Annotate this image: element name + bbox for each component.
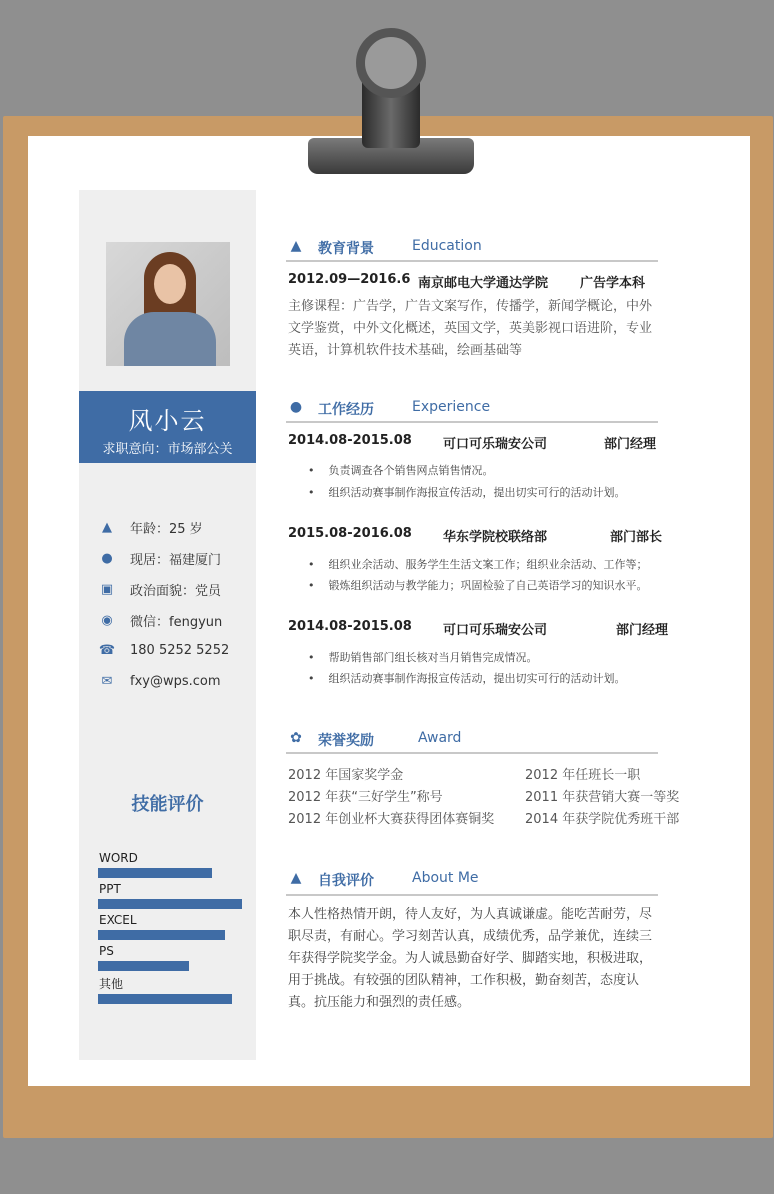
clip-ring <box>356 28 426 98</box>
info-location <box>99 549 221 568</box>
name-box <box>79 391 256 463</box>
info-phone <box>99 642 229 658</box>
job3-bullet-1: • 帮助销售部门组长核对当月销售完成情况。 <box>308 651 538 664</box>
job2-bullet-1-text: 组织业余活动、服务学生生活文案工作；组织业余活动、工作等； <box>328 558 648 571</box>
info-phone-text: 180 5252 5252 <box>130 642 230 658</box>
mail-icon: ✉ <box>101 673 113 689</box>
job2-bullet-2: • 锻炼组织活动与教学能力；巩固检验了自己英语学习的知识水平。 <box>308 579 648 592</box>
about-title-cn: 自我评价 <box>318 873 374 889</box>
info-email <box>99 673 221 689</box>
experience-divider <box>286 421 658 423</box>
mouse-icon: ● <box>289 399 303 415</box>
job3-period: 2014.08-2015.08 <box>288 619 412 634</box>
skill-label-ps: PS <box>99 944 114 958</box>
job1-role: 部门经理 <box>604 437 657 452</box>
skill-bar-excel <box>98 930 225 940</box>
info-email-text: fxy@wps.com <box>130 673 221 689</box>
skill-label-ppt: PPT <box>99 882 121 896</box>
info-politics <box>99 580 221 599</box>
info-politics-text: 政治面貌：党员 <box>130 584 222 599</box>
job3-role: 部门经理 <box>616 623 669 638</box>
education-school: 南京邮电大学通达学院 <box>418 276 549 291</box>
wechat-icon: ◉ <box>101 613 113 628</box>
job1-period: 2014.08-2015.08 <box>288 433 412 448</box>
skill-bar-ppt <box>98 899 242 909</box>
info-location-text: 现居：福建厦门 <box>130 553 222 568</box>
award-divider <box>286 752 658 754</box>
skills-title: 技能评价 <box>131 794 204 815</box>
job1-company: 可口可乐瑞安公司 <box>443 437 548 452</box>
award-right-2: 2011 年获营销大赛一等奖 <box>525 790 680 805</box>
award-left-2: 2012 年获“三好学生”称号 <box>288 790 443 805</box>
skill-bar-ps <box>98 961 189 971</box>
about-title-en: About Me <box>412 870 479 886</box>
info-age <box>99 518 203 537</box>
education-degree: 广告学本科 <box>580 276 646 291</box>
experience-title-cn: 工作经历 <box>318 402 374 418</box>
award-right-3: 2014 年获学院优秀班干部 <box>525 812 680 827</box>
job2-role: 部门部长 <box>610 530 663 545</box>
person-icon: ▲ <box>102 520 112 535</box>
skill-bar-word <box>98 868 212 878</box>
phone-icon: ☎ <box>98 642 116 658</box>
award-left-3: 2012 年创业杯大赛获得团体赛铜奖 <box>288 812 495 827</box>
education-title-en: Education <box>412 238 482 254</box>
job1-bullet-1-text: 负责调查各个销售网点销售情况。 <box>328 464 494 477</box>
job2-bullet-1: • 组织业余活动、服务学生生活文案工作；组织业余活动、工作等； <box>308 558 648 571</box>
award-right-1: 2012 年任班长一职 <box>525 768 641 783</box>
job2-period: 2015.08-2016.08 <box>288 526 412 541</box>
job3-bullet-1-text: 帮助销售部门组长核对当月销售完成情况。 <box>328 651 538 664</box>
job1-bullet-2: • 组织活动赛事制作海报宣传活动，提出切实可行的活动计划。 <box>308 486 626 499</box>
job3-company: 可口可乐瑞安公司 <box>443 623 548 638</box>
award-title-cn: 荣誉奖励 <box>318 733 374 749</box>
education-courses: 主修课程：广告学，广告文案写作，传播学，新闻学概论，中外文学鉴赏，中外文化概述，英国文学，英美影视口语进阶，专业英语，计算机软件技术基础，绘画基础等 <box>288 299 653 358</box>
leaf-icon: ✿ <box>290 730 302 746</box>
person-icon: ▲ <box>290 870 302 886</box>
experience-title-en: Experience <box>412 399 491 415</box>
info-wechat <box>99 611 222 630</box>
skill-label-other: 其他 <box>99 977 124 991</box>
education-title-cn: 教育背景 <box>318 241 374 257</box>
job3-bullet-2-text: 组织活动赛事制作海报宣传活动，提出切实可行的活动计划。 <box>328 672 626 685</box>
info-wechat-text: 微信：fengyun <box>130 615 223 630</box>
location-pin-icon: ● <box>101 551 113 566</box>
info-age-text: 年龄：25 岁 <box>130 522 203 537</box>
award-title-en: Award <box>418 730 462 746</box>
job-target: 求职意向：市场部公关 <box>102 442 233 457</box>
job2-bullet-2-text: 锻炼组织活动与教学能力；巩固检验了自己英语学习的知识水平。 <box>328 579 648 592</box>
skill-label-word: WORD <box>99 851 138 865</box>
about-text: 本人性格热情开朗，待人友好，为人真诚谦虚。能吃苦耐劳，尽职尽责，有耐心。学习刻苦认真，成绩优秀，品学兼优，连续三年获得学院奖学金。为人诚恳勤奋好学、脚踏实地，积极进取，用于挑战。有较强的团队精神，工作积极，勤奋刻苦，态度认真。抗压能力和强烈的责任感。 <box>288 907 653 1010</box>
document-icon: ▣ <box>100 582 114 597</box>
education-period: 2012.09—2016.6 <box>288 272 411 287</box>
skill-bar-other <box>98 994 232 1004</box>
job3-bullet-2: • 组织活动赛事制作海报宣传活动，提出切实可行的活动计划。 <box>308 672 626 685</box>
job1-bullet-2-text: 组织活动赛事制作海报宣传活动，提出切实可行的活动计划。 <box>328 486 626 499</box>
education-divider <box>286 260 658 262</box>
skill-label-excel: EXCEL <box>99 913 137 927</box>
candidate-name: 风小云 <box>128 407 207 435</box>
award-left-1: 2012 年国家奖学金 <box>288 768 404 783</box>
profile-photo <box>106 242 230 366</box>
graduation-cap-icon: ▲ <box>290 238 302 254</box>
job1-bullet-1: • 负责调查各个销售网点销售情况。 <box>308 464 494 477</box>
job2-company: 华东学院校联络部 <box>443 530 548 545</box>
about-divider <box>286 894 658 896</box>
